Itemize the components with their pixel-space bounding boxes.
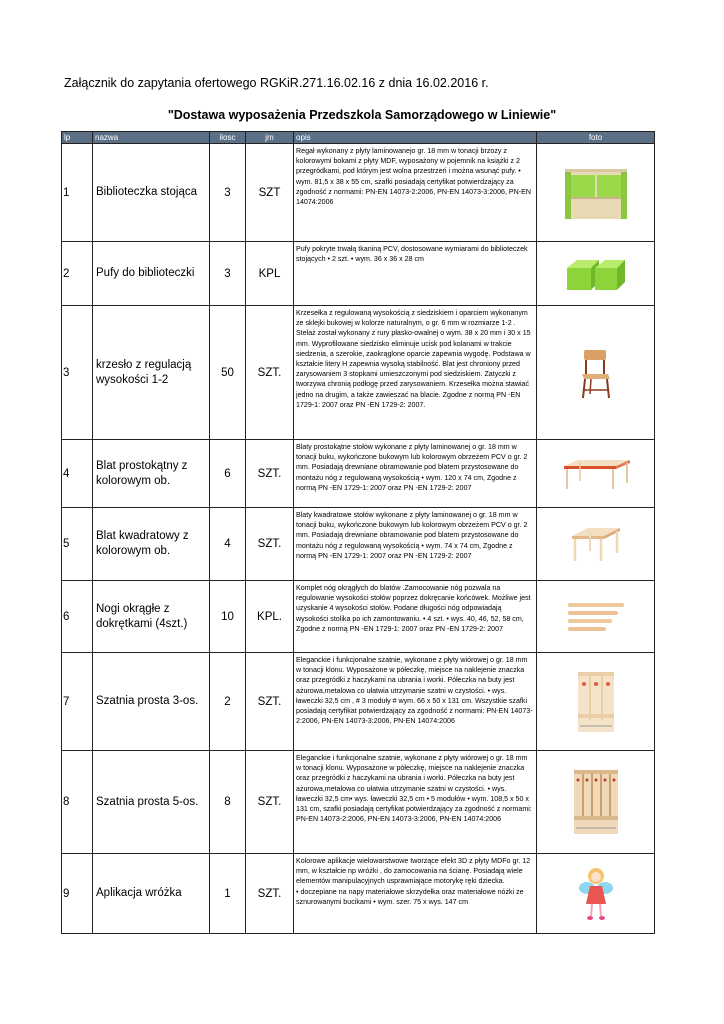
col-foto: foto <box>537 132 655 144</box>
row-lp: 5 <box>62 508 93 581</box>
row-jm: KPL. <box>246 581 294 653</box>
row-jm: SZT. <box>246 653 294 751</box>
row-lp: 7 <box>62 653 93 751</box>
table-row <box>62 144 655 242</box>
row-nazwa: Szatnia prosta 3-os. <box>93 653 210 751</box>
row-ilosc: 1 <box>210 854 246 934</box>
row-ilosc: 50 <box>210 306 246 440</box>
row-jm: KPL <box>246 242 294 306</box>
row-lp: 4 <box>62 440 93 508</box>
row-nazwa: Blat kwadratowy z kolorowym ob. <box>93 508 210 581</box>
row-ilosc: 4 <box>210 508 246 581</box>
table-row <box>62 440 655 508</box>
square-table-photo <box>537 508 655 581</box>
row-jm: SZT. <box>246 854 294 934</box>
col-opis: opis <box>294 132 537 144</box>
table-row <box>62 581 655 653</box>
row-lp: 8 <box>62 751 93 854</box>
document-title: "Dostawa wyposażenia Przedszkola Samorządowego w Liniewie" <box>167 108 557 122</box>
row-opis: Krzesełka z regulowaną wysokością z siedziskiem i oparciem wykonanym ze sklejki bukowej w kolorze naturalnym, o gr. 6 mm w rozmiarze 1-2 . Stelaż został wykonany z rury płasko-owalnej o wym. 38 x 20 mm i 30 x 15 mm. Wyprofilowane siedzisko eliminuje ucisk pod kolanami w trakcie siedzenia, a szerokie, zaokrąglone oparcie zapewnia wygodę. Podstawa w kształcie litery H zapewnia wysoką stabilność. Blat jest chroniony przed zarysowaniem 3 stopkami umieszczonymi pod siedziskiem. Zatyczki z tworzywa chronią podłogę przed zarysowaniem. Krzesełka można stawiać jedno na drugim, a także zawieszać na blacie. Zgodne z normą PN -EN 1729-1: 2007 oraz PN -EN 1729-2: 2007. <box>294 306 537 440</box>
equipment-table <box>61 131 655 934</box>
row-opis: Pufy pokryte trwałą tkaniną PCV, dostosowane wymiarami do biblioteczek stojących • 2 szt. • wym. 36 x 36 x 28 cm <box>294 242 537 306</box>
chair-photo <box>537 306 655 440</box>
row-lp: 1 <box>62 144 93 242</box>
legs-photo <box>537 581 655 653</box>
col-lp: lp <box>62 132 93 144</box>
row-jm: SZT. <box>246 751 294 854</box>
row-ilosc: 10 <box>210 581 246 653</box>
row-jm: SZT. <box>246 508 294 581</box>
row-jm: SZT <box>246 144 294 242</box>
row-ilosc: 3 <box>210 242 246 306</box>
row-nazwa: Blat prostokątny z kolorowym ob. <box>93 440 210 508</box>
wardrobe-3-photo <box>537 653 655 751</box>
row-ilosc: 8 <box>210 751 246 854</box>
row-lp: 2 <box>62 242 93 306</box>
fairy-photo <box>537 854 655 934</box>
row-opis: Eleganckie i funkcjonalne szatnie, wykonane z płyty wiórowej o gr. 18 mm w tonacji klonu. Wyposażone w półeczkę, miejsce na naklejenie znaczka oraz przegródki z haczykami na ubrania i worki. Półeczka na buty jest ażurowa,metalowa co ułatwia utrzymanie szatni w czystości. • wys. ławeczki 32,5 cm• wys. ławeczki 32,5 cm • 5 modułów • wym. 108,5 x 50 x 131 cm, szafki posiadają certyfikat potwierdzający za zgodność z normami: PN-EN 14073-2:2006, PN-EN 14073-3:2006, PN-EN 14074:2006 <box>294 751 537 854</box>
row-opis: Blaty prostokątne stołów wykonane z płyty laminowanej o gr. 18 mm w tonacji buku, wykończone bukowym lub kolorowym obrzeżem PCV o gr. 2 mm. Posiadają drewniane obramowanie pod blatem przystosowane do montażu nóg z regulowaną wysokością • wym. 120 x 74 cm, Zgodne z normą PN -EN 1729-1: 2007 oraz PN -EN 1729-2: 2007 <box>294 440 537 508</box>
rect-table-photo <box>537 440 655 508</box>
row-opis: Eleganckie i funkcjonalne szatnie, wykonane z płyty wiórowej o gr. 18 mm w tonacji klonu. Wyposażone w półeczkę, miejsce na naklejenie znaczka oraz przegródki z haczykami na ubrania i worki. Półeczka na buty jest ażurowa,metalowa co ułatwia utrzymanie szatni w czystości. • wys. ławeczki 32,5 cm , # 3 moduły # wym. 66 x 50 x 131 cm. Wszystkie szafki posiadają certyfikat potwierdzający za zgodność z normami: PN-EN 14073-2:2006, PN-EN 14073-3:2006, PN-EN 14074:2006 <box>294 653 537 751</box>
col-nazwa: nazwa <box>93 132 210 144</box>
row-opis: Kolorowe aplikacje wielowarstwowe tworzące efekt 3D z płyty MDFo gr. 12 mm, w kształcie np wróżki , do zamocowania na ścianę. Posiadają wiele elementów manipulacyjnych usprawniające motorykę ręki dziecka. • doczepiane na napy materiałowe skrzydełka oraz materiałowe nóżki ze sznurowanymi bucikami • wym. szer. 75 x wys. 147 cm <box>294 854 537 934</box>
row-nazwa: Aplikacja wróżka <box>93 854 210 934</box>
row-nazwa: Nogi okrągłe z dokrętkami (4szt.) <box>93 581 210 653</box>
row-nazwa: Pufy do biblioteczki <box>93 242 210 306</box>
row-opis: Blaty kwadratowe stołów wykonane z płyty laminowanej o gr. 18 mm w tonacji buku, wykończone bukowym lub kolorowym obrzeżem PCV o gr. 2 mm. Posiadają drewniane obramowanie pod blatem przystosowane do montażu nóg z regulowaną wysokością • wym. 74 x 74 cm, Zgodne z normą PN -EN 1729-1: 2007 oraz PN -EN 1729-2: 2007 <box>294 508 537 581</box>
row-lp: 6 <box>62 581 93 653</box>
row-ilosc: 3 <box>210 144 246 242</box>
row-opis: Komplet nóg okrągłych do blatów .Zamocowanie nóg pozwala na regulowanie wysokości stołów poprzez dokręcanie końcówek. Możliwe jest uzyskanie 4 wysokości stołów. Podane długości nóg odpowiadają wysokości stolika po ich zamontowaniu. • 4 szt. • wys. 40, 46, 52, 58 cm, Zgodne z normą PN -EN 1729-1: 2007 oraz PN -EN 1729-2: 2007 <box>294 581 537 653</box>
row-lp: 9 <box>62 854 93 934</box>
row-jm: SZT. <box>246 440 294 508</box>
row-opis: Regał wykonany z płyty laminowanejo gr. 18 mm w tonacji brzozy z kolorowymi bokami z płyty MDF, wyposażony w pojemnik na książki z 2 przegródkami, pod którym jest wolna przestrzeń i można wsunąć pufy. • wym. 81,5 x 38 x 55 cm, szafki posiadają certyfikat potwierdzający za zgodność z normami: PN-EN 14073-2:2006, PN-EN 14073-3:2006, PN-EN 14074:2006 <box>294 144 537 242</box>
pouf-photo <box>537 242 655 306</box>
wardrobe-5-photo <box>537 751 655 854</box>
col-jm: jm <box>246 132 294 144</box>
bookcase-photo <box>537 144 655 242</box>
table-row <box>62 508 655 581</box>
table-row <box>62 306 655 440</box>
row-nazwa: Szatnia prosta 5-os. <box>93 751 210 854</box>
table-row <box>62 854 655 934</box>
col-ilosc: ilosc <box>210 132 246 144</box>
attachment-header: Załącznik do zapytania ofertowego RGKiR.271.16.02.16 z dnia 16.02.2016 r. <box>64 76 489 90</box>
table-header-row <box>62 132 655 144</box>
row-ilosc: 6 <box>210 440 246 508</box>
row-jm: SZT. <box>246 306 294 440</box>
table-row <box>62 653 655 751</box>
table-row <box>62 242 655 306</box>
row-nazwa: krzesło z regulacją wysokości 1-2 <box>93 306 210 440</box>
row-nazwa: Biblioteczka stojąca <box>93 144 210 242</box>
table-row <box>62 751 655 854</box>
row-lp: 3 <box>62 306 93 440</box>
row-ilosc: 2 <box>210 653 246 751</box>
